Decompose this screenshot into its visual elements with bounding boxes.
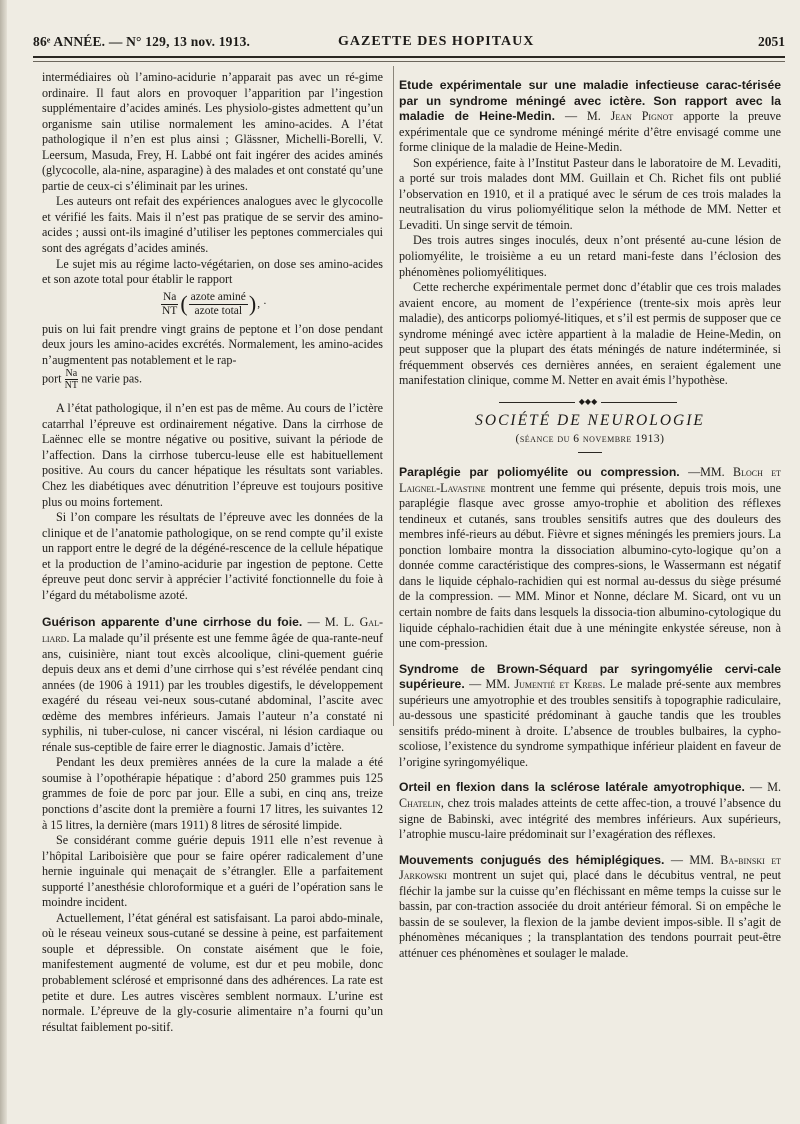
- article-orteil: [399, 780, 781, 842]
- article-title: Mouvements conjugués des hémiplégiques.: [399, 852, 665, 867]
- article-title: Orteil en flexion dans la sclérose latérale amyotrophique.: [399, 780, 745, 795]
- header-rule-thick: [33, 56, 785, 58]
- page-header: [33, 34, 785, 54]
- paragraph: Se considérant comme guérie depuis 1911 elle n’est revenue à l’hôpital Lariboisière que pour se faire opérer radicalement d’une hernie inguinale qui menaçait de s’étrangler. Elle a parfaitement supporté l’anesthésie chloroformique et a guéri de l’opération sans le moindre incident.: [42, 833, 383, 910]
- open-paren: (: [180, 291, 188, 317]
- header-rule-thin: [33, 61, 785, 62]
- paragraph: A l’état pathologique, il n’en est pas de même. Au cours de l’ictère catarrhal l’épreuve est ordinairement négative. Dans la cirrhose de Laënnec elle se montre négative ou positive, suivant la période de l’affection. Dans la cirrhose tubercu-leuse elle est habituellement positive. Au cours du cancer hépatique les résultats sont variables. Chez les diabétiques avec dénutrition l’épreuve est toujours positive plus ou moins fortement.: [42, 401, 383, 509]
- article-author: — MM. Jumentié et Krebs.: [469, 677, 606, 692]
- article-paraplegie: [399, 465, 781, 652]
- ratio-formula: [160, 291, 383, 318]
- article-title: Syndrome de Brown-Séquard par syringomyélie cervi-cale supérieure.: [399, 661, 781, 692]
- article-cirrhose: [42, 615, 383, 755]
- fraction-na-nt: $\frac{Na}{NT}$: [162, 290, 178, 317]
- article-text: La malade qu’il présente est une femme âgée de qua-rante-neuf ans, cuisinière, niant tout excès alcoolique, clini-quement guérie depuis deux ans et demi d’une cirrhose qui s’est révélée pendant cinq années (de 1906 à 1911) par les troubles digestifs, le développement exagéré du réseau vei-neux sous-cutané abdominal, l’ascite avec œdème des membres inférieurs. Jamais l’auteur n’a constaté ni syphilis, ni tuber-culose, ni cancer viscéral, ni lésion cardiaque ou rénale sus-ceptible de faire errer le diagnostic. Jamais d’ictère.: [42, 630, 383, 754]
- page-binding-edge: [0, 0, 7, 1124]
- paragraph: Les auteurs ont refait des expériences analogues avec le glycocolle et vérifié les faits. Mais il n’est pas pratique de se servir des amino-acides ; aussi ont-ils imaginé d’utiliser les peptones commerciales qui sont des agrégats d’acides aminés.: [42, 194, 383, 256]
- page-number: 2051: [758, 34, 785, 49]
- article-title: Guérison apparente d’une cirrhose du foie.: [42, 615, 303, 630]
- ornament-icon: ◆◆◆: [575, 398, 601, 406]
- article-author: — M. Chatelin,: [399, 780, 781, 810]
- paragraph: intermédiaires où l’amino-acidurie n’apparait pas avec un ré-gime ordinaire. Il faut alors en provoquer l’apparition par l’ingestion supplémentaire d’acides aminés. Les physiolo-gistes admettent qu’un organisme sain utilise normalement les amino-acides. A l’état pathologique il n’en est plus ainsi ; Glässner, Michelli-Borelli, V. Leersum, Masuda, Frey, H. Labbé ont fait ingérer des acides aminés (glycocolle, ala-nine, asparagine) à des malades et ont constaté qu’une partie de ceux-ci s’éliminait par les urines.: [42, 70, 383, 193]
- paragraph: Cette recherche expérimentale permet donc d’établir que ces trois malades avaient encore, au moment de l’expérience (trente-six mois après leur maladie), des anticorps poliomyé-litiques, et s’il est permis de supposer que ce syndrome méningé avec ictère appartient à la maladie de Heine-Medin, on peut supposer que la plupart des états méningés de nature indéterminée, si fréquemment observés ces dernières années, en seraient également une manifestation clinique, comme M. Netter en avait émis l’hypothèse.: [399, 280, 781, 388]
- right-column: [399, 78, 781, 961]
- column-separator: [393, 66, 394, 726]
- paragraph: Le sujet mis au régime lacto-végétarien, on dose ses amino-acides et son azote total pour établir le rapport: [42, 256, 383, 287]
- article-title: Paraplégie par poliomyélite ou compression.: [399, 465, 680, 480]
- article-brown-sequard: [399, 662, 781, 771]
- article-title: Etude expérimentale sur une maladie infectieuse carac-térisée par un syndrome méningé avec ictère. Son rapport avec la maladie de Heine-Medin.: [399, 78, 781, 124]
- article-author: — MM. Ba-binski et Jarkowski: [399, 852, 781, 883]
- paragraph: Son expérience, faite à l’Institut Pasteur dans le laboratoire de M. Levaditi, a porté sur trois malades dont MM. Guillain et Ch. Richet fils ont publié l’observation en 1910, et il a pratiqué avec le sérum de ces trois malades la neutralisation du virus poliomyélitique selon la méthode de MM. Netter et Levaditi. Un singe servit de témoin.: [399, 155, 781, 232]
- article-author: — M. L. Gal-liard.: [42, 615, 383, 645]
- short-rule: [578, 452, 602, 453]
- society-heading: SOCIÉTÉ DE NEUROLOGIE: [475, 411, 705, 429]
- issue-info: 86ᵉ ANNÉE. — N° 129, 13 nov. 1913.: [33, 34, 251, 49]
- fraction-azote: $\frac{\text{azote aminé}}{\text{azote total}}$: [190, 290, 246, 317]
- article-text: montrent une femme qui présente, depuis trois mois, une paraplégie flasque avec grosse amyo-trophie et abolition des réflexes tendineux et cutanés, sans troubles sensitifs autres que des douleurs des membres infé-rieurs au début. Fièvre et signes méningés les premiers jours. La ponction lombaire montra la dissociation albumino-cyto-logique qu’on a donnée comme caractéristique des compres-sions, le Wassermann est négatif dans le liquide céphalo-rachidien qui est normal au-dessus du siège présumé de la compression. — MM. Minor et Nonne, déclare M. Sicard, ont vu un certain nombre de faits dans lesquels la dissocia-tion albumino-cytologique du liquide céphalo-rachidien était due à une méningite enkystée séreuse, non à une com-pression.: [399, 480, 781, 651]
- inline-fraction: $\frac{Na}{NT}$: [64, 368, 79, 392]
- article-text: montrent un sujet qui, placé dans le décubitus ventral, ne peut fléchir la jambe sur la cuisse qu’en fléchissant en même temps la cuisse sur le bassin, par con-traction associée du droit antérieur fémoral. Si on empêche le bassin de se soulever, la flexion de la jambe devient impos-sible. Il s’agit de phénomènes mécaniques ; la transplantation des tendons pourrait peut-être atténuer ces phénomènes et soulager le malade.: [399, 868, 782, 960]
- article-mouvements: [399, 853, 781, 962]
- paragraph: Actuellement, l’état général est satisfaisant. La paroi abdo-minale, où le réseau veineux sous-cutané se dessine à peine, est parfaitement souple et dépressible. On constate aisément que le foie, manifestement augmenté de volume, est dur et peu mobile, donc probablement sclérosé et emprisonné dans des adhérences. La rate est petite et dure. Les autres viscères semblent normaux. L’urine est normale. L’épreuve de la gly-cosurie alimentaire n’a fourni qu’un résultat faiblement po-sitif.: [42, 910, 383, 1034]
- journal-title: GAZETTE DES HOPITAUX: [338, 34, 535, 49]
- article-author: — M. Jean Pignot: [564, 109, 674, 124]
- session-date: (séance du 6 novembre 1913): [515, 433, 665, 446]
- article-heine-medin: [399, 78, 781, 156]
- article-text: apporte la preuve expérimentale que ce syndrome méningé mérite d’être envisagé comme une forme clinique de la maladie de Heine-Medin.: [399, 109, 781, 155]
- article-author: —MM. Bloch et Laignel-Lavastine: [399, 465, 781, 495]
- section-separator: [399, 397, 781, 407]
- paragraph: puis on lui fait prendre vingt grains de peptone et l’on dose pendant deux jours les amino-acides excrétés. Normalement, les amino-acides n’augmentent pas notablement et le rap-: [42, 321, 383, 367]
- paragraph: Pendant les deux premières années de la cure la malade a été soumise à l’opothérapie hépatique : d’abord 250 grammes puis 125 grammes de foie de porc par jour. Elle a subi, en cinq ans, treize ponctions d’ascite dont la première a fourni 17 litres, les suivantes 12 à 15 litres, la dernière (mars 1911) 8 litres de sérosité limpide.: [42, 755, 383, 832]
- close-paren: ): [248, 291, 257, 317]
- article-text: chez trois malades atteints de cette affec-tion, a trouvé l’absence du signe de Babinski, avec intégrité des membres inférieurs. Aux supérieurs, l’atrophie muscu-laire prédominait sur l’exagération des réflexes.: [399, 795, 781, 842]
- paragraph: Si l’on compare les résultats de l’épreuve avec les données de la clinique et de l’anatomie pathologique, on se rend compte qu’il existe un rapport entre le degré de la dégéné-rescence de la cellule hépatique et la production de l’amino-acidurie par ingestion de peptone. Cette épreuve peut donc servir à apprécier l’activité fonctionnelle du foie à l’égard du métabolisme azoté.: [42, 510, 383, 602]
- left-column: [42, 70, 383, 1035]
- paragraph: port $\frac{Na}{NT}$ ne varie pas.: [42, 368, 142, 392]
- formula-tail: , ·: [257, 297, 267, 310]
- paragraph: Des trois autres singes inoculés, deux n’ont présenté au-cune lésion de poliomyélite, le troisième a eu un retard mani-feste dans l’éclosion des phénomènes poliomyélitiques.: [399, 233, 781, 279]
- article-text: Le malade pré-sente aux membres supérieurs une amyotrophie et des troubles sensitifs à topographie radiculaire, au-dessous une spasticité prédominant à gauche tandis que les troubles sensitifs prédo-minent à droite. L’absence de troubles bulbaires, la cypho-scoliose, l’existence du syndrome sympathique inférieur plaident en faveur de l’origine syringomyélique.: [399, 677, 781, 769]
